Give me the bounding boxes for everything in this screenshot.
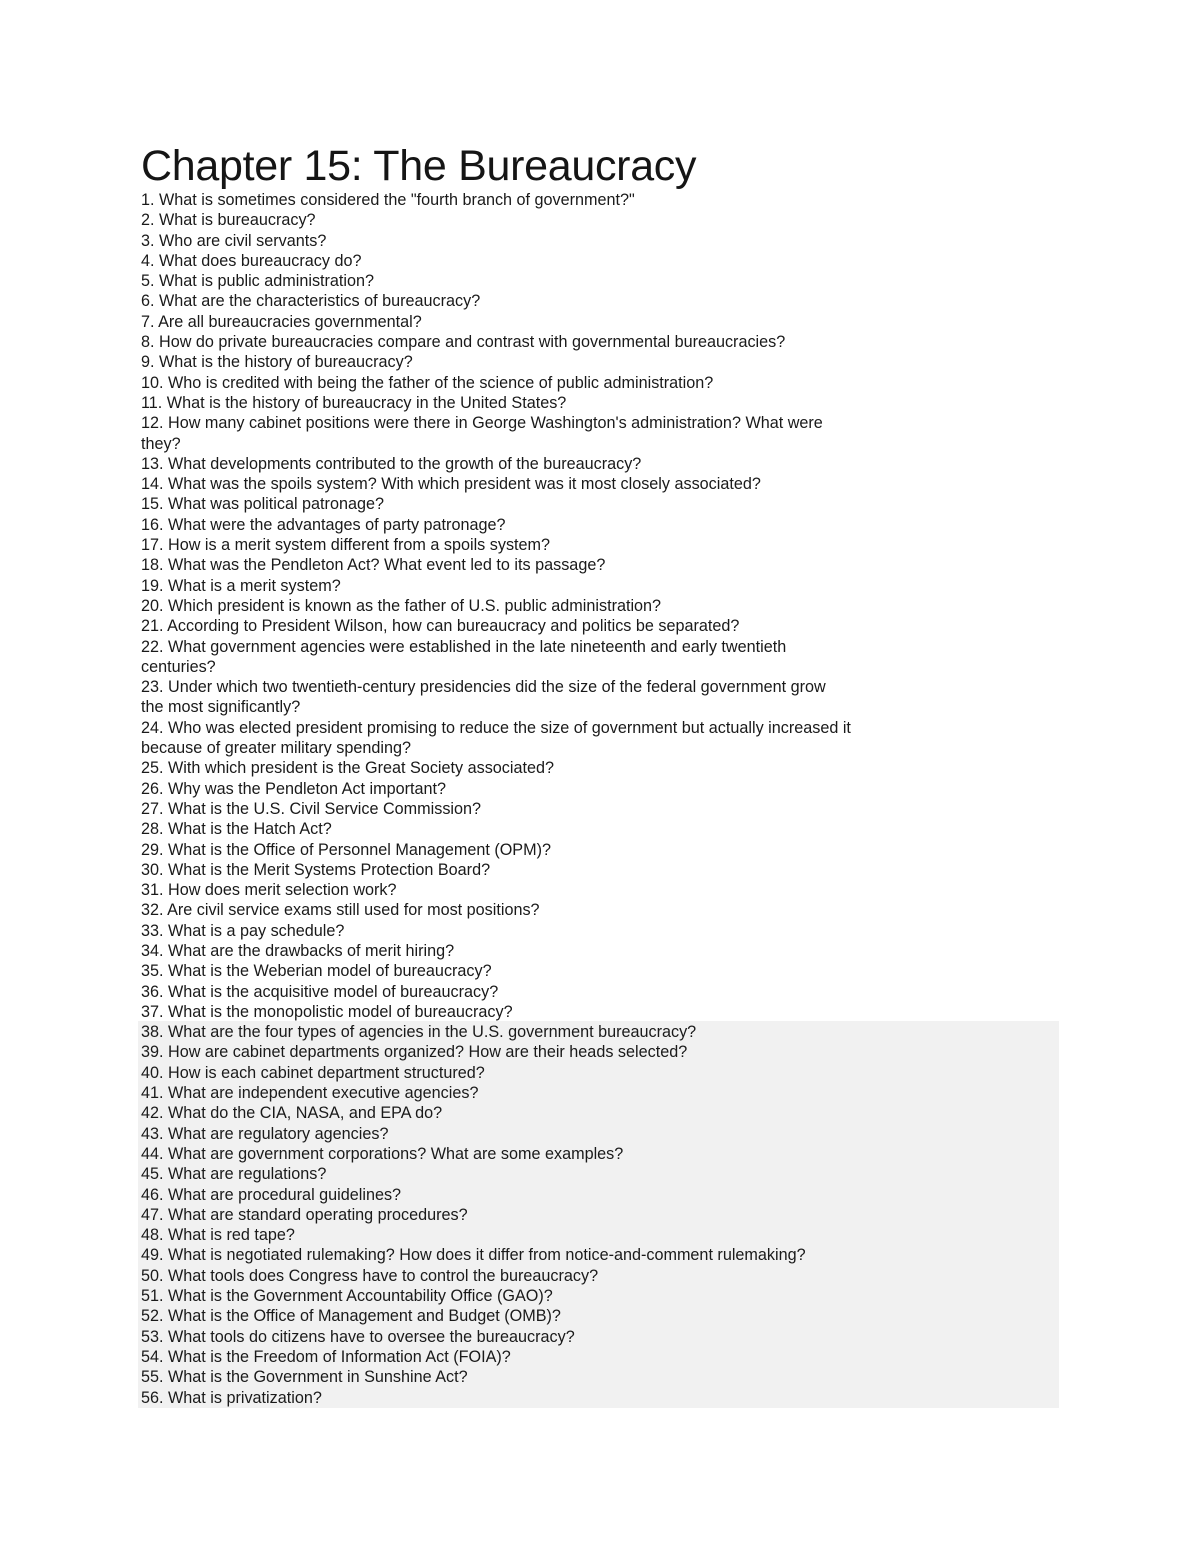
question-list [141,190,941,1408]
question-line: 10. Who is credited with being the father of the science of public administration? [141,373,714,392]
question-line: 11. What is the history of bureaucracy in the United States? [141,393,567,412]
question-line: 40. How is each cabinet department structured? [141,1063,485,1082]
question-line: 39. How are cabinet departments organized? How are their heads selected? [141,1043,688,1062]
question-line: 30. What is the Merit Systems Protection Board? [141,860,491,879]
question-line: the most significantly? [141,698,301,717]
question-line: 42. What do the CIA, NASA, and EPA do? [141,1104,443,1123]
question-line: 31. How does merit selection work? [141,881,397,900]
question-line: 7. Are all bureaucracies governmental? [141,312,422,331]
question-line: 49. What is negotiated rulemaking? How does it differ from notice-and-comment rulemaking? [141,1246,806,1265]
question-line: 14. What was the spoils system? With which president was it most closely associated? [141,475,761,494]
question-line: 1. What is sometimes considered the "fourth branch of government?" [141,191,635,209]
question-line: 52. What is the Office of Management and Budget (OMB)? [141,1307,561,1326]
question-line: 3. Who are civil servants? [141,231,327,250]
question-line: 19. What is a merit system? [141,576,341,595]
question-line: 35. What is the Weberian model of bureaucracy? [141,962,492,981]
question-line: 56. What is privatization? [141,1388,322,1407]
question-line: 17. How is a merit system different from a spoils system? [141,536,551,555]
question-line: 32. Are civil service exams still used for most positions? [141,901,540,920]
question-line: 53. What tools do citizens have to oversee the bureaucracy? [141,1327,575,1346]
question-line: 16. What were the advantages of party patronage? [141,515,506,534]
question-line: 21. According to President Wilson, how can bureaucracy and politics be separated? [141,617,740,636]
question-line: 34. What are the drawbacks of merit hiring? [141,941,455,960]
question-line: 26. Why was the Pendleton Act important? [141,779,447,798]
question-line: 29. What is the Office of Personnel Management (OPM)? [141,840,551,859]
question-line: 43. What are regulatory agencies? [141,1124,389,1143]
question-line: 45. What are regulations? [141,1165,327,1184]
question-line: 37. What is the monopolistic model of bureaucracy? [141,1002,513,1021]
question-line: 9. What is the history of bureaucracy? [141,353,413,372]
question-line: 54. What is the Freedom of Information Act (FOIA)? [141,1347,511,1366]
question-line: 36. What is the acquisitive model of bureaucracy? [141,982,499,1001]
question-line: 12. How many cabinet positions were there in George Washington's administration? What were [141,414,823,433]
question-line: centuries? [141,657,216,676]
question-line: 46. What are procedural guidelines? [141,1185,402,1204]
question-line: 22. What government agencies were established in the late nineteenth and early twentieth [141,637,787,656]
question-line: 55. What is the Government in Sunshine Act? [141,1368,468,1387]
page-title: Chapter 15: The Bureaucracy [141,142,697,190]
question-line: 47. What are standard operating procedures? [141,1205,468,1224]
question-line: 24. Who was elected president promising to reduce the size of government but actually increased it [141,718,851,737]
question-line: 8. How do private bureaucracies compare and contrast with governmental bureaucracies? [141,333,786,352]
question-line: 6. What are the characteristics of bureaucracy? [141,292,481,311]
question-line: 38. What are the four types of agencies in the U.S. government bureaucracy? [141,1023,697,1042]
question-line: 18. What was the Pendleton Act? What event led to its passage? [141,556,606,575]
question-line: because of greater military spending? [141,739,411,758]
question-line: 13. What developments contributed to the growth of the bureaucracy? [141,454,642,473]
question-line: 28. What is the Hatch Act? [141,820,332,839]
question-line: 25. With which president is the Great Society associated? [141,759,554,778]
question-line: 50. What tools does Congress have to control the bureaucracy? [141,1266,599,1285]
question-line: 41. What are independent executive agencies? [141,1084,479,1103]
question-line: 20. Which president is known as the father of U.S. public administration? [141,596,662,615]
question-line: 4. What does bureaucracy do? [141,251,362,270]
question-line: 2. What is bureaucracy? [141,211,316,230]
question-line: 33. What is a pay schedule? [141,921,345,940]
question-line: 27. What is the U.S. Civil Service Commission? [141,799,482,818]
question-line: 5. What is public administration? [141,272,375,291]
question-line: 44. What are government corporations? What are some examples? [141,1144,624,1163]
question-line: they? [141,434,181,453]
question-line: 23. Under which two twentieth-century presidencies did the size of the federal government grow [141,678,826,697]
question-line: 51. What is the Government Accountability Office (GAO)? [141,1287,553,1306]
question-line: 48. What is red tape? [141,1226,295,1245]
question-line: 15. What was political patronage? [141,495,384,514]
